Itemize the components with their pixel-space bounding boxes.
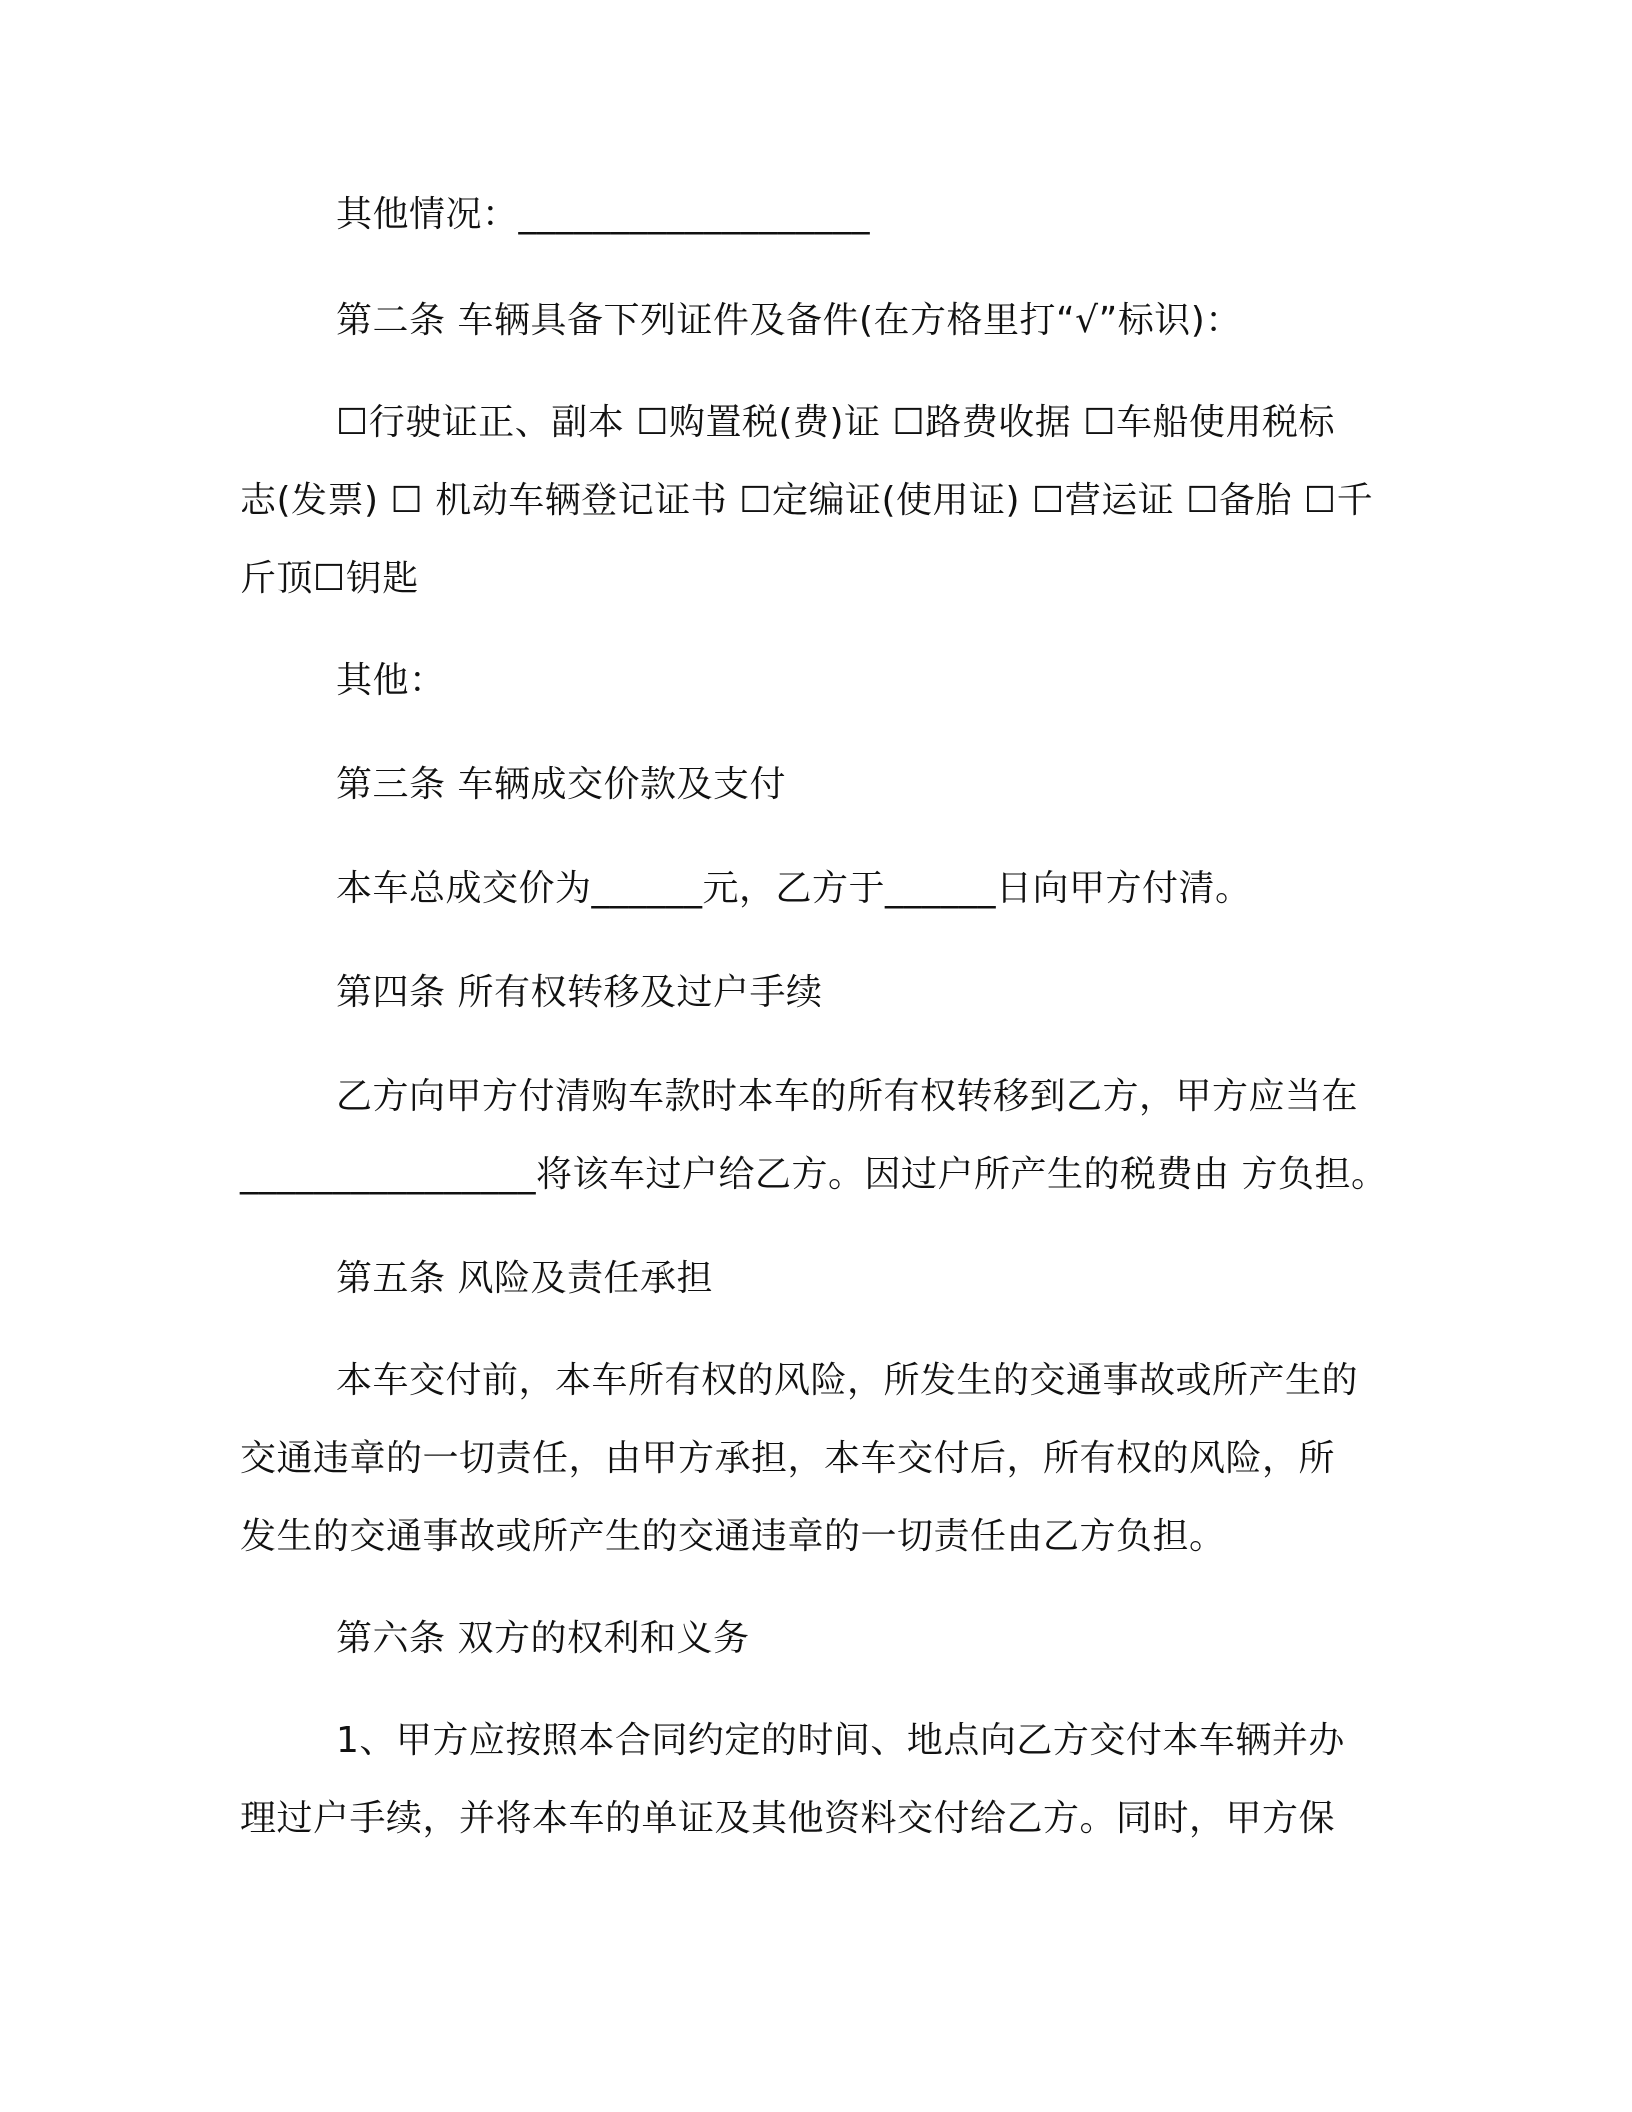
article-6-body-line-2: 理过户手续，并将本车的单证及其他资料交付给乙方。同时，甲方保 xyxy=(240,1798,1336,1839)
article-2-items-line-2: 志(发票) ☐ 机动车辆登记证书 ☐定编证(使用证) ☐营运证 ☐备胎 ☐千 xyxy=(240,480,1374,521)
article-3-body: 本车总成交价为______元，乙方于______日向甲方付清。 xyxy=(336,868,1252,909)
article-5-body-line-3: 发生的交通事故或所产生的交通违章的一切责任由乙方负担。 xyxy=(240,1516,1226,1557)
article-3-heading: 第三条 车辆成交价款及支付 xyxy=(336,764,786,805)
article-4-body-line-1: 乙方向甲方付清购车款时本车的所有权转移到乙方，甲方应当在 xyxy=(336,1076,1359,1117)
article-5-heading: 第五条 风险及责任承担 xyxy=(336,1258,713,1299)
article-5-body-line-1: 本车交付前，本车所有权的风险，所发生的交通事故或所产生的 xyxy=(336,1360,1359,1401)
article-6-heading: 第六条 双方的权利和义务 xyxy=(336,1618,750,1659)
article-4-body xyxy=(240,1058,1400,1214)
article-2-items-line-1: ☐行驶证正、副本 ☐购置税(费)证 ☐路费收据 ☐车船使用税标 xyxy=(336,402,1336,443)
article-5-body xyxy=(240,1342,1400,1576)
article-2-heading: 第二条 车辆具备下列证件及备件(在方格里打“√”标识)： xyxy=(336,300,1242,341)
article-2-other: 其他： xyxy=(336,660,446,701)
article-4-heading: 第四条 所有权转移及过户手续 xyxy=(336,972,823,1013)
other-situation-line: 其他情况：___________________ xyxy=(336,194,871,235)
article-5-body-line-2: 交通违章的一切责任，由甲方承担，本车交付后，所有权的风险，所 xyxy=(240,1438,1336,1479)
article-6-body-line-1: 1、甲方应按照本合同约定的时间、地点向乙方交付本车辆并办 xyxy=(336,1720,1345,1761)
article-6-body xyxy=(240,1702,1400,1858)
article-2-items-line-3: 斤顶☐钥匙 xyxy=(240,558,419,599)
article-2-items xyxy=(240,384,1400,618)
article-4-body-line-2: ________________将该车过户给乙方。因过户所产生的税费由 方负担。 xyxy=(240,1154,1388,1195)
